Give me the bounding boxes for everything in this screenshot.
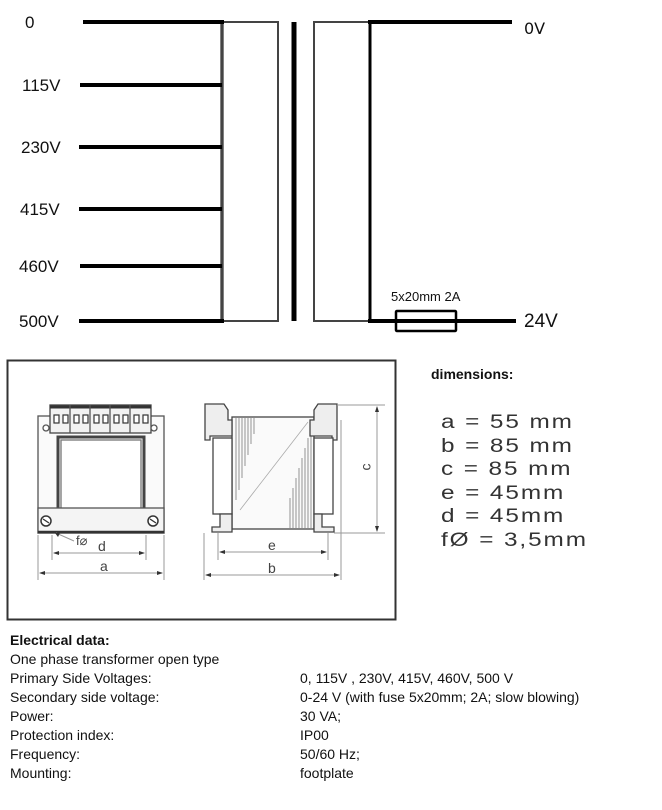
dim-label-e: e (268, 537, 276, 553)
spec-key: Secondary side voltage: (10, 689, 160, 705)
primary-tap-leads (79, 22, 224, 321)
dim-label-f: f⌀ (76, 533, 88, 548)
dimension-item: fØ = 3,5mm (441, 529, 588, 551)
primary-tap-label: 115V (22, 76, 61, 95)
dimension-item: a = 55 mm (441, 412, 574, 433)
spec-value: 30 VA; (300, 708, 341, 724)
spec-key: Protection index: (10, 727, 115, 743)
spec-row (10, 707, 650, 726)
secondary-tap-label: 24V (524, 311, 558, 332)
dimensions-title: dimensions: (431, 366, 514, 382)
dimension-item: d = 45mm (441, 506, 566, 527)
electrical-data-subtitle: One phase transformer open type (10, 651, 220, 667)
dimension-item: c = 85 mm (441, 459, 573, 480)
primary-tap-label: 230V (21, 138, 61, 157)
dim-label-d: d (98, 538, 106, 554)
electrical-data (10, 631, 650, 783)
dimension-item: e = 45mm (441, 482, 566, 504)
spec-value: 0, 115V , 230V, 415V, 460V, 500 V (300, 670, 514, 686)
dim-label-c: c (357, 463, 374, 471)
secondary-leads (368, 22, 516, 321)
spec-row (10, 745, 650, 764)
primary-tap-label: 0 (25, 13, 35, 32)
spec-row (10, 764, 650, 783)
primary-tap-label: 500V (19, 312, 59, 331)
dimension-item: b = 85 mm (441, 435, 574, 457)
spec-key: Mounting: (10, 765, 72, 781)
dimensions-list (441, 411, 588, 552)
primary-tap-label: 415V (20, 200, 60, 219)
spec-value: 50/60 Hz; (300, 746, 360, 762)
spec-key: Frequency: (10, 746, 81, 762)
primary-tap-label: 460V (19, 257, 59, 276)
spec-value: footplate (300, 765, 354, 781)
dim-label-a: a (100, 558, 108, 574)
spec-key: Primary Side Voltages: (10, 670, 152, 686)
spec-value: 0-24 V (with fuse 5x20mm; 2A; slow blowing) (300, 689, 580, 705)
primary-winding (222, 22, 278, 321)
secondary-winding (314, 22, 370, 321)
spec-key: Power: (10, 708, 54, 724)
spec-row (10, 669, 650, 688)
dim-label-b: b (268, 560, 276, 576)
electrical-data-title: Electrical data: (10, 632, 110, 648)
spec-row (10, 726, 650, 745)
spec-value: IP00 (300, 727, 329, 743)
fuse-label: 5x20mm 2A (391, 289, 461, 304)
secondary-tap-label: 0V (524, 19, 546, 38)
spec-row (10, 688, 650, 707)
